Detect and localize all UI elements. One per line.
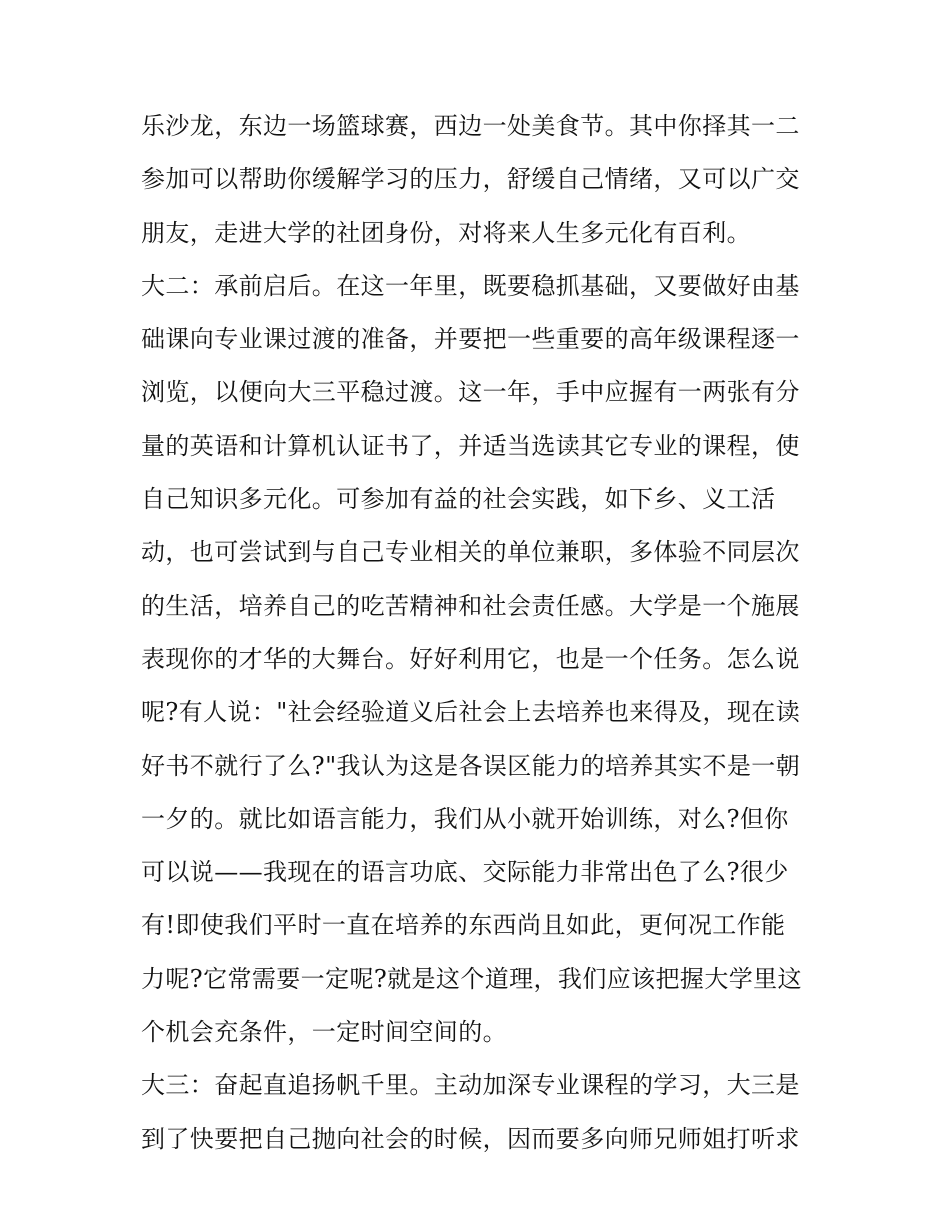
text-line: 可以说——我现在的语言功底、交际能力非常出色了么?很少 xyxy=(141,858,789,887)
text-line: 有!即使我们平时一直在培养的东西尚且如此，更何况工作能 xyxy=(141,911,786,940)
text-line: 大三：奋起直追扬帆千里。主动加深专业课程的学习，大三是 xyxy=(141,1071,800,1100)
text-line: 个机会充条件，一定时间空间的。 xyxy=(141,1018,507,1047)
text-line: 础课向专业课过渡的准备，并要把一些重要的高年级课程逐一 xyxy=(141,325,800,354)
text-line: 动，也可尝试到与自己专业相关的单位兼职，多体验不同层次 xyxy=(141,538,800,567)
text-line: 量的英语和计算机认证书了，并适当选读其它专业的课程，使 xyxy=(141,431,800,460)
text-line: 呢?有人说："社会经验道义后社会上去培养也来得及，现在读 xyxy=(141,698,801,727)
text-line: 浏览，以便向大三平稳过渡。这一年，手中应握有一两张有分 xyxy=(141,378,800,407)
text-line: 到了快要把自己抛向社会的时候，因而要多向师兄师姐打听求 xyxy=(141,1124,800,1153)
text-line: 一夕的。就比如语言能力，我们从小就开始训练，对么?但你 xyxy=(141,804,789,833)
text-line: 自己知识多元化。可参加有益的社会实践，如下乡、义工活 xyxy=(141,485,776,514)
text-line: 乐沙龙，东边一场篮球赛，西边一处美食节。其中你择其一二 xyxy=(141,112,800,140)
body-text xyxy=(141,100,821,1166)
text-line: 朋友，走进大学的社团身份，对将来人生多元化有百利。 xyxy=(141,218,751,247)
text-line: 力呢?它常需要一定呢?就是这个道理，我们应该把握大学里这 xyxy=(141,964,802,993)
text-line: 大二：承前启后。在这一年里，既要稳抓基础，又要做好由基 xyxy=(141,271,800,300)
text-line: 好书不就行了么?"我认为这是各误区能力的培养其实不是一朝 xyxy=(141,751,801,780)
text-line: 的生活，培养自己的吃苦精神和社会责任感。大学是一个施展 xyxy=(141,591,800,620)
text-line: 参加可以帮助你缓解学习的压力，舒缓自己情绪，又可以广交 xyxy=(141,165,800,194)
text-line: 表现你的才华的大舞台。好好利用它，也是一个任务。怎么说 xyxy=(141,644,800,673)
